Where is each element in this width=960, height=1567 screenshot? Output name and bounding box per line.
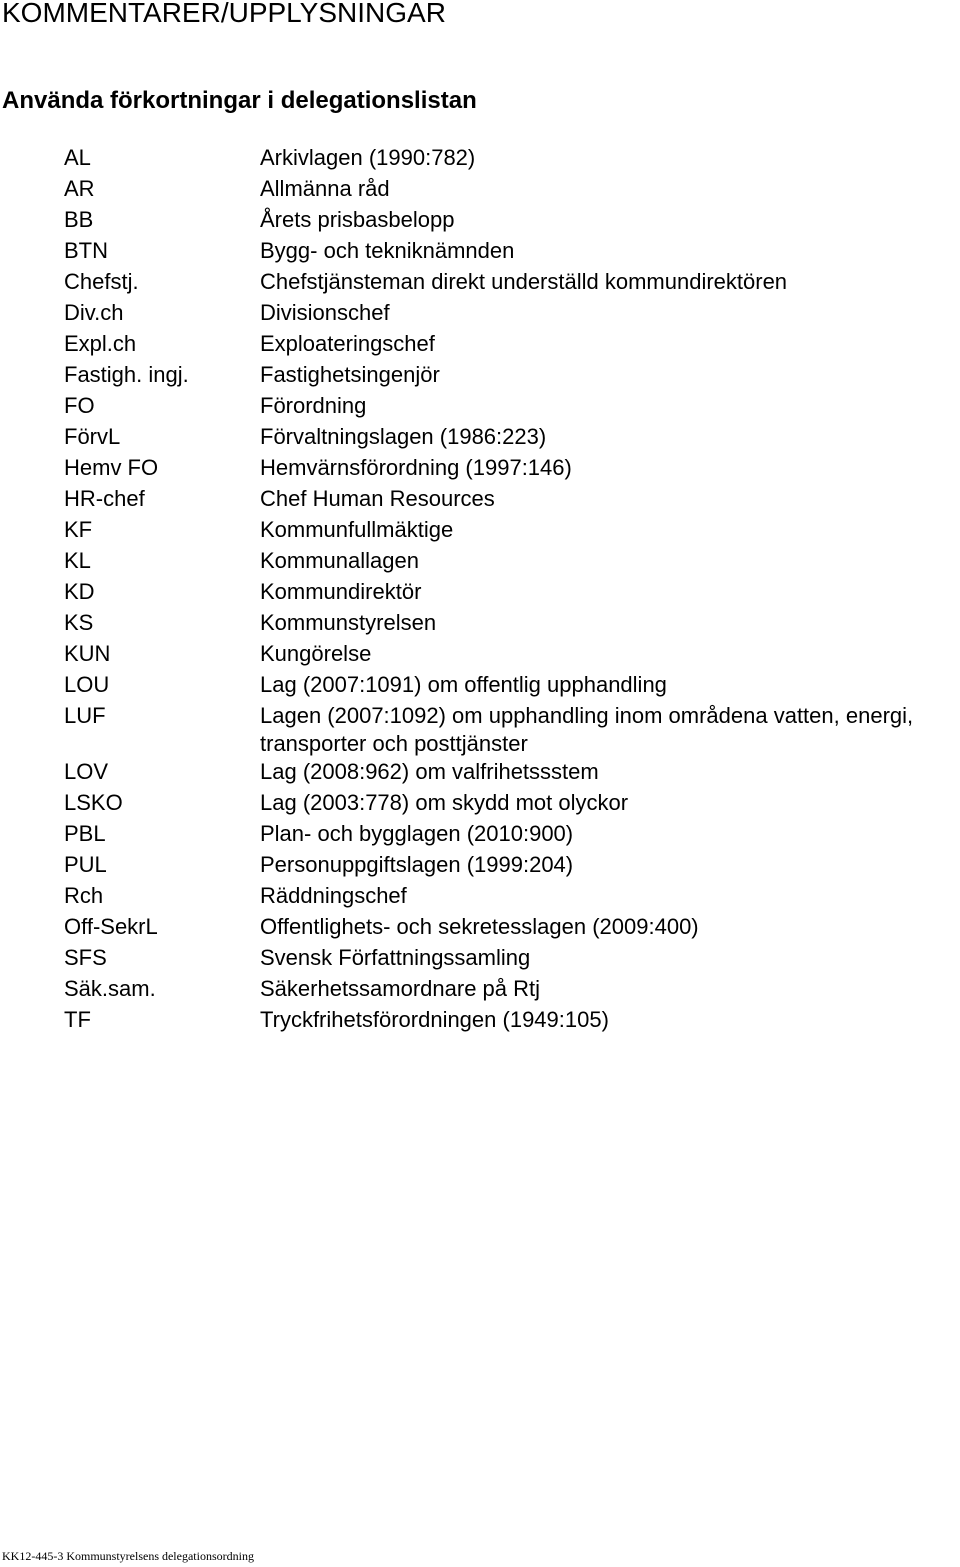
abbreviation-code: LOU bbox=[64, 672, 110, 697]
abbreviation-row bbox=[64, 944, 960, 975]
abbreviation-row bbox=[64, 237, 960, 268]
abbreviation-meaning: Lag (2003:778) om skydd mot olyckor bbox=[260, 790, 629, 815]
abbreviation-meaning: Svensk Författningssamling bbox=[260, 945, 531, 970]
abbreviation-code: KD bbox=[64, 579, 95, 604]
abbreviation-meaning: Allmänna råd bbox=[260, 176, 390, 201]
abbreviation-row bbox=[64, 175, 960, 206]
page-title: KOMMENTARER/UPPLYSNINGAR bbox=[2, 0, 446, 28]
abbreviation-row bbox=[64, 144, 960, 175]
abbreviation-row bbox=[64, 299, 960, 330]
abbreviation-row bbox=[64, 578, 960, 609]
abbreviation-code: LUF bbox=[64, 703, 106, 728]
abbreviation-meaning: Divisionschef bbox=[260, 300, 390, 325]
abbreviation-meaning: Personuppgiftslagen (1999:204) bbox=[260, 852, 574, 877]
abbreviation-meaning: Räddningschef bbox=[260, 883, 407, 908]
abbreviation-row bbox=[64, 547, 960, 578]
abbreviation-code: Expl.ch bbox=[64, 331, 137, 356]
abbreviation-meaning: Hemvärnsförordning (1997:146) bbox=[260, 455, 572, 480]
abbreviation-code: FO bbox=[64, 393, 95, 418]
abbreviation-meaning: Plan- och bygglagen (2010:900) bbox=[260, 821, 574, 846]
abbreviation-row bbox=[64, 485, 960, 516]
abbreviation-row bbox=[64, 206, 960, 237]
abbreviation-code: BB bbox=[64, 207, 94, 232]
abbreviation-meaning: Lagen (2007:1092) om upphandling inom områdena vatten, energi, transporter och posttjänster bbox=[260, 703, 914, 756]
abbreviation-row bbox=[64, 671, 960, 702]
abbreviation-code: Rch bbox=[64, 883, 104, 908]
abbreviation-code: AR bbox=[64, 176, 95, 201]
abbreviation-row bbox=[64, 516, 960, 547]
abbreviation-row bbox=[64, 913, 960, 944]
abbreviation-code: KL bbox=[64, 548, 91, 573]
abbreviation-meaning: Säkerhetssamordnare på Rtj bbox=[260, 976, 541, 1001]
abbreviation-row bbox=[64, 820, 960, 851]
abbreviation-meaning: Bygg- och tekniknämnden bbox=[260, 238, 515, 263]
abbreviation-row bbox=[64, 1006, 960, 1037]
abbreviation-row bbox=[64, 361, 960, 392]
abbreviation-list bbox=[64, 144, 960, 1037]
abbreviation-code: HR-chef bbox=[64, 486, 145, 511]
abbreviation-code: KS bbox=[64, 610, 94, 635]
abbreviation-code: KF bbox=[64, 517, 93, 542]
abbreviation-meaning: Exploateringschef bbox=[260, 331, 435, 356]
abbreviation-meaning: Kommunallagen bbox=[260, 548, 419, 573]
abbreviation-row bbox=[64, 330, 960, 361]
abbreviation-row bbox=[64, 640, 960, 671]
abbreviation-code: TF bbox=[64, 1007, 91, 1032]
abbreviation-code: Off-SekrL bbox=[64, 914, 158, 939]
abbreviation-row bbox=[64, 268, 960, 299]
abbreviation-meaning: Chefstjänsteman direkt underställd kommundirektören bbox=[260, 269, 788, 294]
abbreviation-code: Div.ch bbox=[64, 300, 124, 325]
abbreviation-meaning: Årets prisbasbelopp bbox=[260, 207, 455, 232]
abbreviation-code: AL bbox=[64, 145, 91, 170]
abbreviation-row bbox=[64, 454, 960, 485]
abbreviation-meaning: Tryckfrihetsförordningen (1949:105) bbox=[260, 1007, 609, 1032]
section-heading: Använda förkortningar i delegationslistan bbox=[2, 87, 477, 114]
abbreviation-meaning: Kommunstyrelsen bbox=[260, 610, 437, 635]
abbreviation-row bbox=[64, 392, 960, 423]
abbreviation-meaning: Fastighetsingenjör bbox=[260, 362, 440, 387]
abbreviation-code: PBL bbox=[64, 821, 106, 846]
abbreviation-meaning: Kungörelse bbox=[260, 641, 372, 666]
abbreviation-code: FörvL bbox=[64, 424, 121, 449]
abbreviation-meaning: Lag (2007:1091) om offentlig upphandling bbox=[260, 672, 667, 697]
abbreviation-row bbox=[64, 975, 960, 1006]
abbreviation-meaning: Kommunfullmäktige bbox=[260, 517, 454, 542]
abbreviation-code: PUL bbox=[64, 852, 107, 877]
abbreviation-meaning: Chef Human Resources bbox=[260, 486, 495, 511]
page-footer: KK12-445-3 Kommunstyrelsens delegationsordning bbox=[2, 1549, 254, 1563]
abbreviation-code: Fastigh. ingj. bbox=[64, 362, 189, 387]
abbreviation-row bbox=[64, 702, 960, 758]
abbreviation-meaning: Arkivlagen (1990:782) bbox=[260, 145, 476, 170]
abbreviation-meaning: Offentlighets- och sekretesslagen (2009:400) bbox=[260, 914, 699, 939]
abbreviation-row bbox=[64, 423, 960, 454]
abbreviation-code: Hemv FO bbox=[64, 455, 159, 480]
abbreviation-row bbox=[64, 758, 960, 789]
abbreviation-row bbox=[64, 789, 960, 820]
abbreviation-code: Säk.sam. bbox=[64, 976, 156, 1001]
abbreviation-row bbox=[64, 609, 960, 640]
abbreviation-code: LSKO bbox=[64, 790, 123, 815]
abbreviation-code: BTN bbox=[64, 238, 108, 263]
abbreviation-meaning: Lag (2008:962) om valfrihetssstem bbox=[260, 759, 599, 784]
abbreviation-row bbox=[64, 851, 960, 882]
abbreviation-meaning: Förordning bbox=[260, 393, 367, 418]
abbreviation-code: Chefstj. bbox=[64, 269, 139, 294]
abbreviation-code: SFS bbox=[64, 945, 107, 970]
abbreviation-meaning: Förvaltningslagen (1986:223) bbox=[260, 424, 547, 449]
abbreviation-row bbox=[64, 882, 960, 913]
abbreviation-code: KUN bbox=[64, 641, 111, 666]
abbreviation-meaning: Kommundirektör bbox=[260, 579, 422, 604]
abbreviation-code: LOV bbox=[64, 759, 109, 784]
